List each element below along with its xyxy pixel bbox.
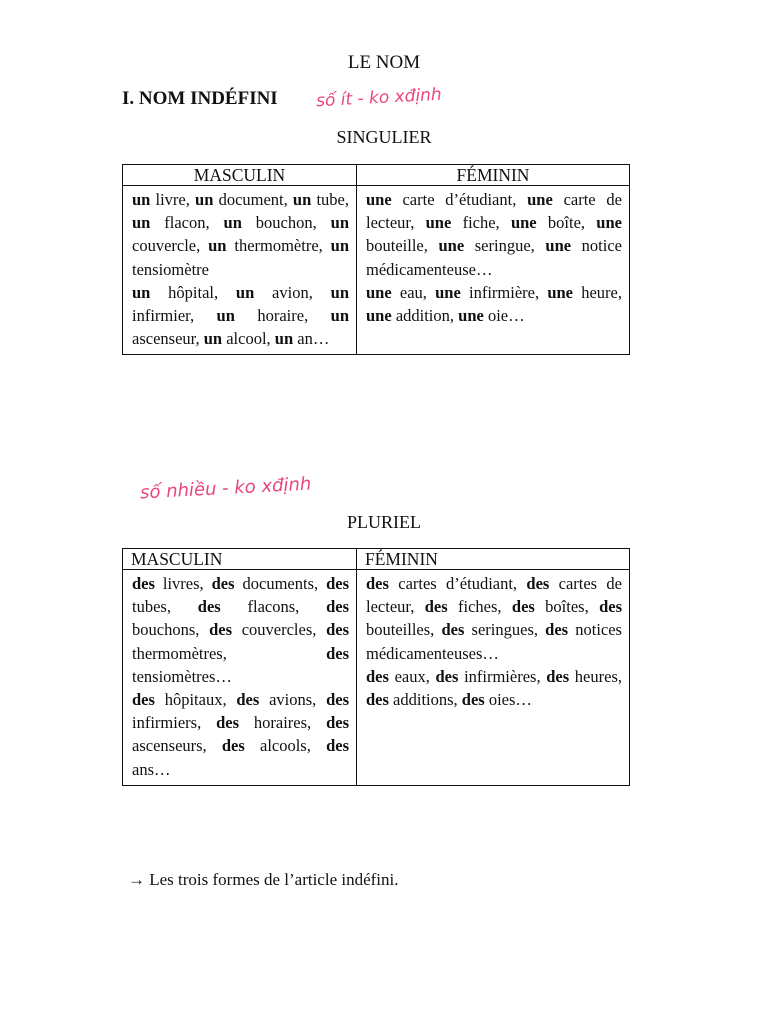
article: des bbox=[221, 736, 245, 756]
article: une bbox=[438, 236, 465, 256]
noun-text: tensiomètre bbox=[132, 259, 209, 279]
article: des bbox=[366, 690, 389, 710]
article: des bbox=[526, 574, 550, 593]
noun-text: eaux, bbox=[388, 666, 436, 686]
noun-text: avion, bbox=[254, 282, 331, 302]
noun-text: carte d’étudiant, bbox=[391, 190, 528, 209]
plural-feminin-cell bbox=[357, 570, 630, 786]
article: une bbox=[425, 213, 452, 233]
noun-text: document, bbox=[213, 190, 293, 209]
article: des bbox=[366, 666, 389, 686]
article: un bbox=[330, 306, 349, 326]
article: des bbox=[546, 666, 570, 686]
article: des bbox=[545, 620, 569, 640]
article: une bbox=[458, 306, 484, 326]
article: des bbox=[366, 574, 389, 593]
article: un bbox=[235, 282, 255, 302]
noun-text: ans… bbox=[132, 759, 171, 779]
noun-text: addition, bbox=[391, 306, 459, 326]
cell-paragraph bbox=[366, 188, 622, 281]
cell-paragraph bbox=[132, 281, 349, 351]
noun-text: seringue, bbox=[464, 236, 546, 256]
noun-text: infirmiers, bbox=[132, 713, 217, 733]
plural-header-masculin: MASCULIN bbox=[123, 549, 357, 570]
article: des bbox=[211, 574, 235, 593]
noun-text: flacons, bbox=[220, 597, 327, 617]
article: des bbox=[424, 597, 448, 617]
article: un bbox=[223, 213, 242, 233]
noun-text: flacon, bbox=[150, 213, 224, 233]
noun-text: cartes de lecteur, bbox=[366, 574, 623, 617]
article: une bbox=[366, 282, 392, 302]
noun-text: thermomètre, bbox=[226, 236, 331, 256]
noun-text: infirmier, bbox=[132, 306, 217, 326]
article: des bbox=[197, 597, 221, 617]
noun-text: thermomètres, bbox=[132, 643, 327, 663]
article: des bbox=[326, 597, 349, 617]
singular-label: SINGULIER bbox=[336, 127, 432, 147]
article: un bbox=[330, 282, 349, 302]
noun-text: livre, bbox=[150, 190, 196, 209]
article: des bbox=[326, 574, 349, 593]
noun-text: boîte, bbox=[536, 213, 597, 233]
article: une bbox=[366, 306, 392, 326]
noun-text: ascenseurs, bbox=[132, 736, 222, 756]
noun-text: bouchons, bbox=[132, 620, 210, 640]
article: un bbox=[330, 236, 350, 256]
page-title: LE NOM bbox=[347, 52, 421, 73]
noun-text: couvercles, bbox=[232, 620, 327, 640]
noun-text: alcools, bbox=[244, 736, 327, 756]
article: des bbox=[441, 620, 465, 640]
singular-masculin-cell bbox=[123, 186, 357, 355]
article: une bbox=[366, 190, 392, 209]
noun-text: heures, bbox=[569, 666, 622, 686]
article: des bbox=[511, 597, 535, 617]
article: des bbox=[435, 666, 459, 686]
singular-header-feminin: FÉMININ bbox=[357, 165, 630, 186]
noun-text: oie… bbox=[483, 306, 525, 326]
article: un bbox=[274, 329, 294, 349]
article: des bbox=[326, 690, 349, 710]
noun-text: heure, bbox=[573, 282, 622, 302]
article: un bbox=[132, 213, 151, 233]
article: des bbox=[326, 736, 349, 756]
noun-text: horaires, bbox=[239, 713, 327, 733]
noun-text: fiches, bbox=[447, 597, 512, 617]
noun-text: fiche, bbox=[451, 213, 511, 233]
article: une bbox=[510, 213, 537, 233]
noun-text: seringues, bbox=[464, 620, 546, 640]
noun-text: alcool, bbox=[222, 329, 275, 349]
article: un bbox=[195, 190, 214, 209]
noun-text: additions, bbox=[388, 690, 462, 710]
article: des bbox=[599, 597, 622, 617]
cell-paragraph bbox=[366, 281, 622, 327]
article: un bbox=[216, 306, 235, 326]
article: des bbox=[326, 643, 349, 663]
cell-paragraph bbox=[132, 572, 349, 688]
singular-header-masculin: MASCULIN bbox=[123, 165, 357, 186]
singular-table bbox=[122, 164, 630, 355]
noun-text: livres, bbox=[154, 574, 212, 593]
noun-text: horaire, bbox=[234, 306, 331, 326]
article: un bbox=[132, 282, 151, 302]
article: un bbox=[292, 190, 312, 209]
singular-feminin-cell bbox=[357, 186, 630, 355]
article: un bbox=[132, 190, 151, 209]
noun-text: notices médicamenteuses… bbox=[366, 620, 622, 663]
article: des bbox=[132, 690, 155, 710]
article: des bbox=[209, 620, 232, 640]
article: une bbox=[545, 236, 572, 256]
noun-text: cartes d’étudiant, bbox=[388, 574, 527, 593]
article: une bbox=[435, 282, 461, 302]
noun-text: tubes, bbox=[132, 597, 198, 617]
noun-text: an… bbox=[293, 329, 330, 349]
noun-text: couvercle, bbox=[132, 236, 209, 256]
noun-text: bouteille, bbox=[366, 236, 439, 256]
cell-paragraph bbox=[132, 188, 349, 281]
cell-paragraph bbox=[366, 665, 622, 711]
article: des bbox=[216, 713, 240, 733]
plural-masculin-cell bbox=[123, 570, 357, 786]
noun-text: carte de lecteur, bbox=[366, 190, 622, 233]
cell-paragraph bbox=[366, 572, 622, 665]
article: des bbox=[326, 620, 349, 640]
cell-paragraph bbox=[132, 688, 349, 781]
noun-text: notice médicamenteuse… bbox=[366, 236, 622, 279]
article: des bbox=[326, 713, 349, 733]
noun-text: eau, bbox=[391, 282, 436, 302]
article: des bbox=[461, 690, 485, 710]
noun-text: ascenseur, bbox=[132, 329, 204, 349]
noun-text: boîtes, bbox=[534, 597, 600, 617]
noun-text: avions, bbox=[259, 690, 327, 710]
article: un bbox=[330, 213, 349, 233]
noun-text: bouteilles, bbox=[366, 620, 442, 640]
article: une bbox=[596, 213, 622, 233]
noun-text: tensiomètres… bbox=[132, 666, 232, 686]
article: une bbox=[547, 282, 574, 302]
article: un bbox=[208, 236, 227, 256]
article: des bbox=[236, 690, 260, 710]
article: un bbox=[203, 329, 223, 349]
handwritten-note-plural: số nhiều - ko xđịnh bbox=[139, 473, 312, 504]
noun-text: infirmière, bbox=[460, 282, 548, 302]
noun-text: oies… bbox=[484, 690, 532, 710]
noun-text: tube, bbox=[311, 190, 349, 209]
noun-text: documents, bbox=[234, 574, 327, 593]
noun-text: hôpital, bbox=[150, 282, 236, 302]
section-heading: I. NOM INDÉFINI bbox=[122, 88, 278, 109]
plural-table bbox=[122, 548, 630, 786]
noun-text: infirmières, bbox=[458, 666, 547, 686]
plural-label: PLURIEL bbox=[347, 512, 421, 532]
article: des bbox=[132, 574, 155, 593]
noun-text: hôpitaux, bbox=[154, 690, 237, 710]
footer-note: → Les trois formes de l’article indéfini. bbox=[128, 870, 399, 889]
plural-header-feminin: FÉMININ bbox=[357, 549, 630, 570]
article: une bbox=[527, 190, 553, 209]
handwritten-note-singular: số ít - ko xđịnh bbox=[315, 84, 443, 112]
noun-text: bouchon, bbox=[241, 213, 331, 233]
